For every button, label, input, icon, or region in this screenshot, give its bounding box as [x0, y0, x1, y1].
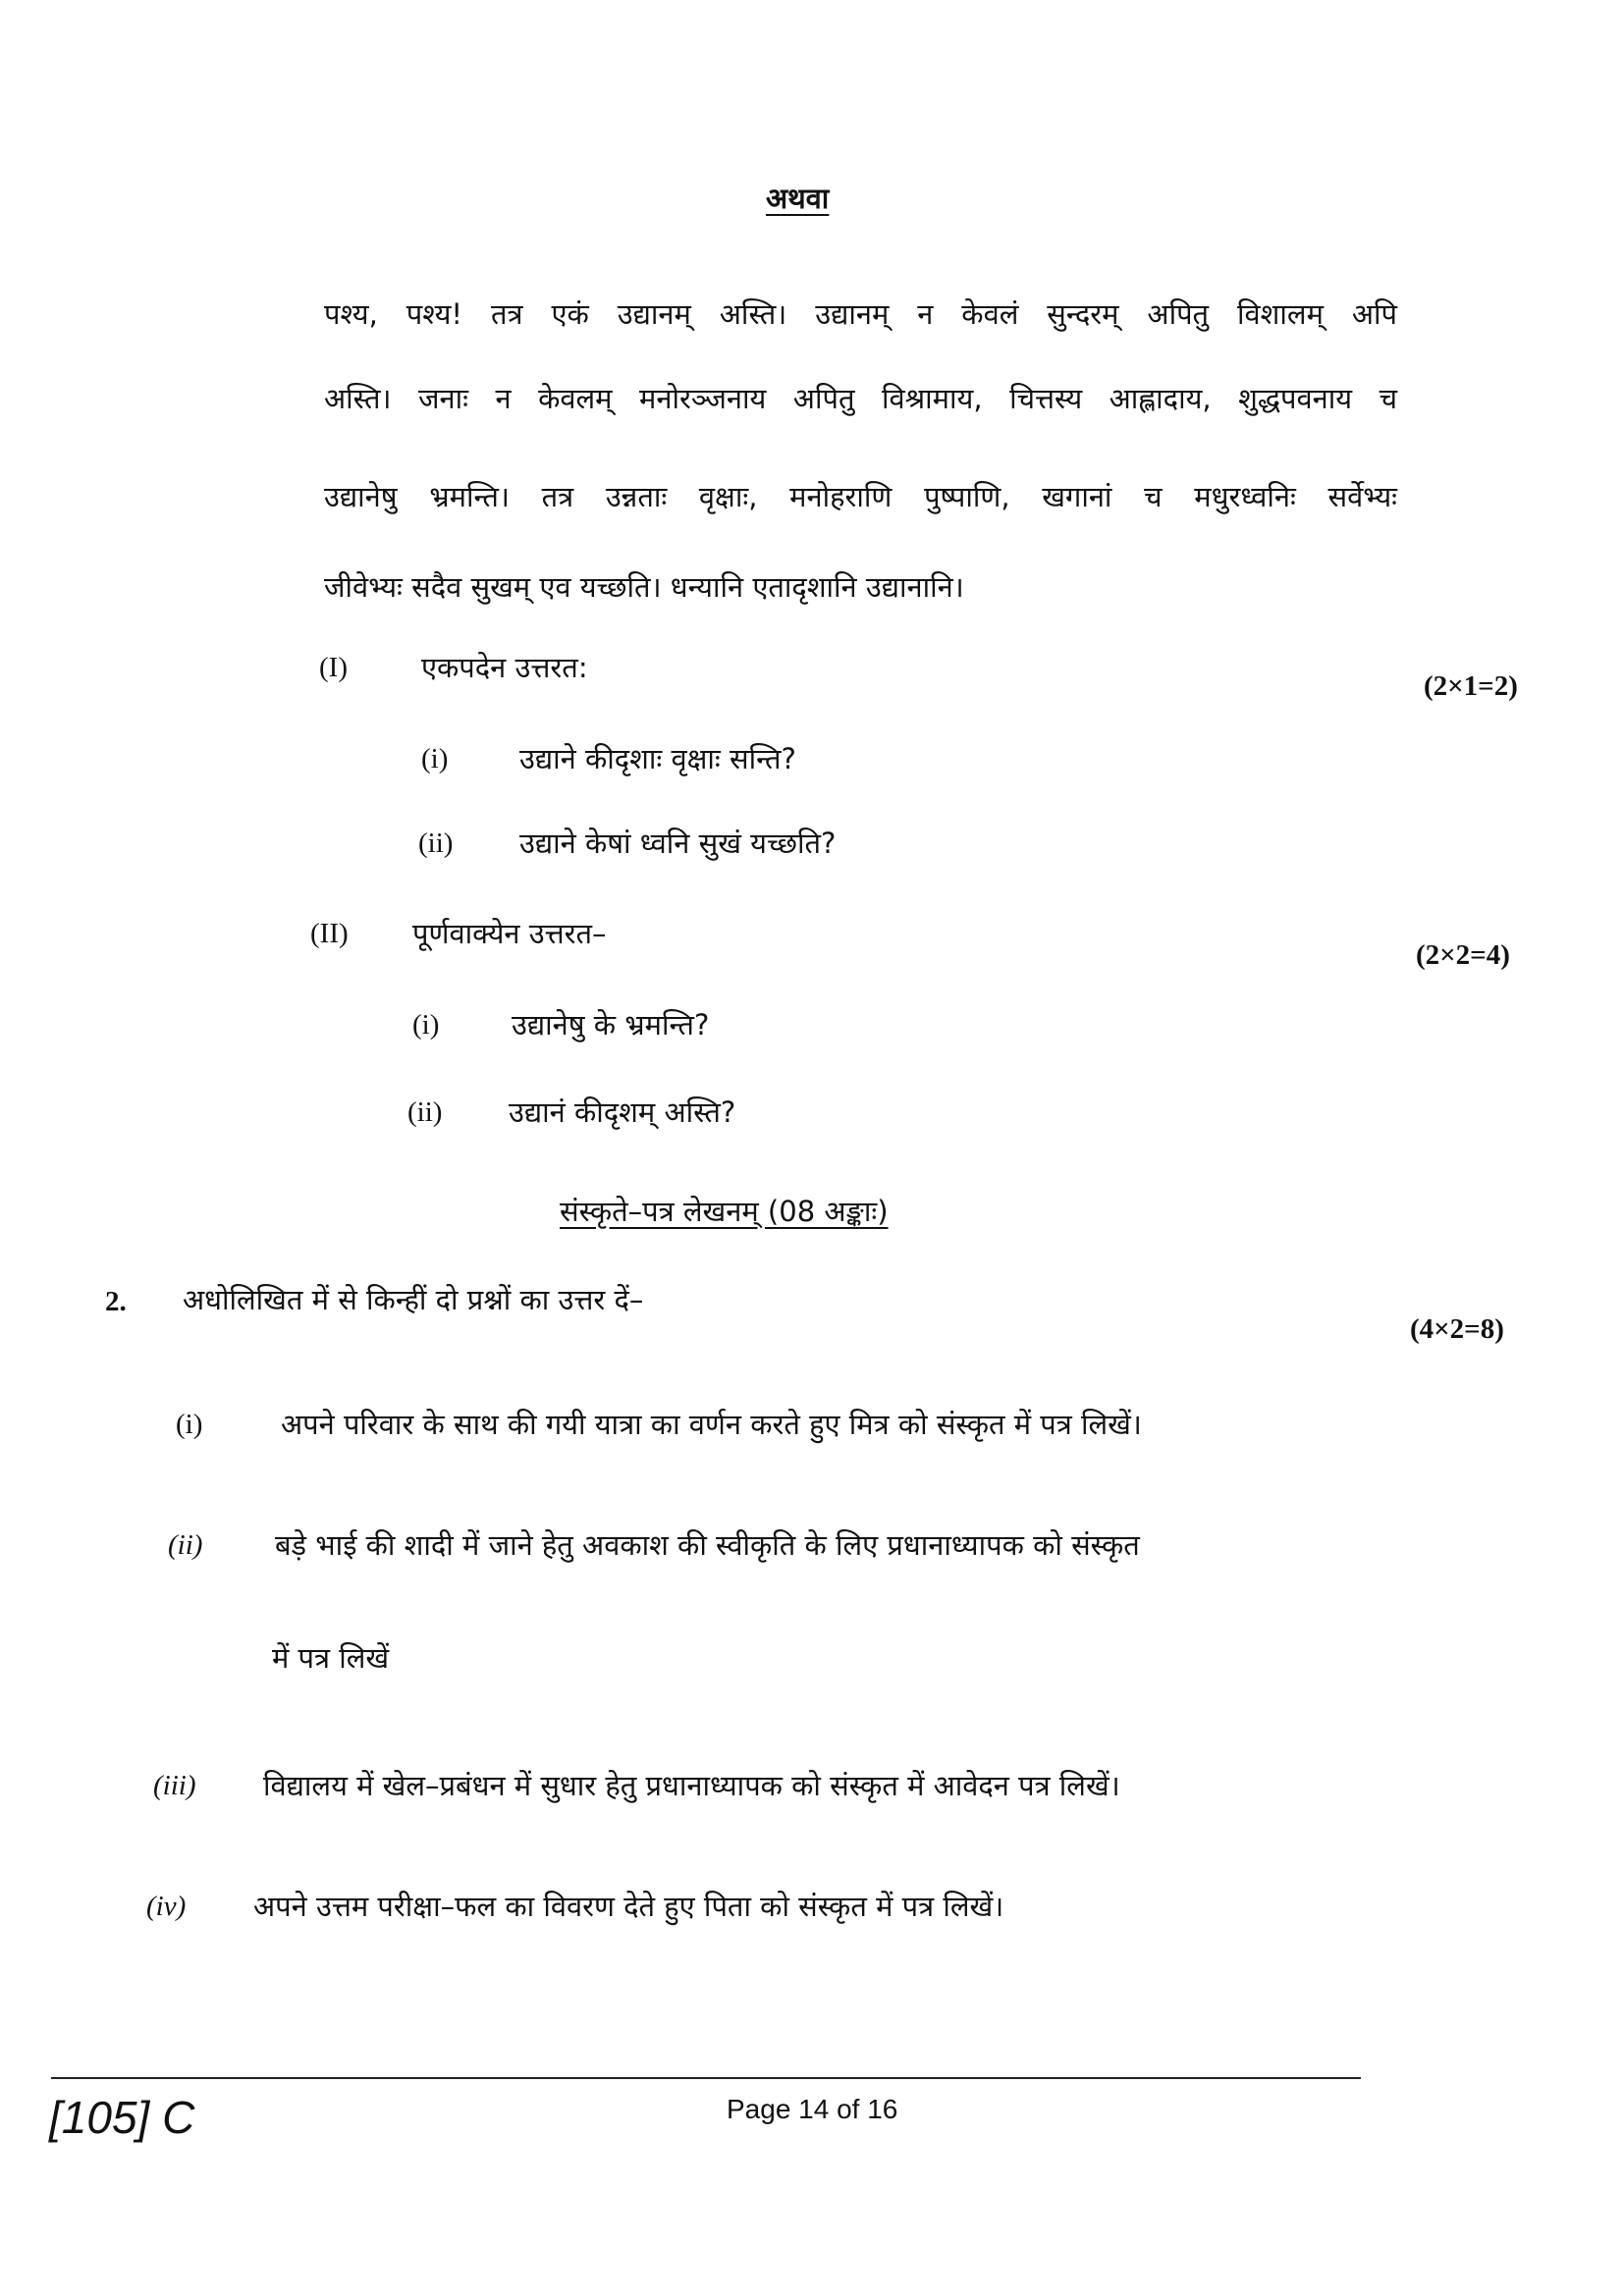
question-number: (i) [412, 1009, 440, 1041]
question-number: (i) [421, 743, 449, 774]
section-instruction: एकपदेन उत्तरत: [421, 651, 588, 684]
option-text: अपने परिवार के साथ की गयी यात्रा का वर्णन करते हुए मित्र को संस्कृत में पत्र लिखें। [281, 1408, 1142, 1441]
passage-line: उद्यानेषु भ्रमन्ति। तत्र उन्नताः वृक्षाः, मनोहराणि पुष्पाणि, खगानां च मधुरध्वनिः सर्वेभ्यः [324, 480, 1397, 513]
option-text: अपने उत्तम परीक्षा–फल का विवरण देते हुए पिता को संस्कृत में पत्र लिखें। [253, 1890, 1004, 1923]
section-label: (II) [310, 918, 349, 949]
option-number: (i) [176, 1409, 203, 1440]
passage-line: अस्ति। जनाः न केवलम् मनोरञ्जनाय अपितु विश्रामाय, चित्तस्य आह्लादाय, शुद्धपवनाय च [324, 382, 1397, 415]
section-instruction: पूर्णवाक्येन उत्तरत– [412, 917, 607, 950]
question-number: (ii) [407, 1096, 443, 1128]
option-text-continued: में पत्र लिखें [272, 1641, 390, 1675]
option-number: (iv) [146, 1891, 187, 1922]
letter-writing-heading: संस्कृते–पत्र लेखनम् (08 अङ्काः) [560, 1195, 889, 1228]
section-label: (I) [319, 652, 348, 683]
paper-code: [105] C [49, 2092, 195, 2143]
question-number: (ii) [418, 828, 454, 859]
option-text: बड़े भाई की शादी में जाने हेतु अवकाश की स्वीकृति के लिए प्रधानाध्यापक को संस्कृत [275, 1528, 1140, 1562]
footer-divider [51, 2077, 1361, 2079]
passage-line: पश्य, पश्य! तत्र एकं उद्यानम् अस्ति। उद्यानम् न केवलं सुन्दरम् अपितु विशालम् अपि [324, 297, 1397, 331]
question-text: उद्यानं कीदृशम् अस्ति? [509, 1095, 736, 1129]
option-text: विद्यालय में खेल–प्रबंधन में सुधार हेतु प्रधानाध्यापक को संस्कृत में आवेदन पत्र लिखें। [263, 1769, 1120, 1802]
option-number: (iii) [153, 1770, 196, 1801]
question-text: उद्यानेषु के भ्रमन्ति? [512, 1008, 710, 1041]
marks: (2×2=4) [1416, 939, 1510, 971]
passage-line: जीवेभ्यः सदैव सुखम् एव यच्छति। धन्यानि एतादृशानि उद्यानानि। [324, 570, 964, 604]
question-text: अधोलिखित में से किन्हीं दो प्रश्नों का उत्तर दें– [183, 1283, 644, 1316]
option-number: (ii) [168, 1529, 203, 1561]
marks: (2×1=2) [1424, 670, 1518, 702]
marks: (4×2=8) [1410, 1313, 1504, 1345]
question-text: उद्याने कीदृशाः वृक्षाः सन्ति? [519, 742, 796, 775]
or-heading: अथवा [766, 182, 830, 215]
question-number: 2. [105, 1286, 127, 1317]
question-text: उद्याने केषां ध्वनि सुखं यच्छति? [519, 827, 837, 860]
page-number: Page 14 of 16 [727, 2094, 898, 2124]
